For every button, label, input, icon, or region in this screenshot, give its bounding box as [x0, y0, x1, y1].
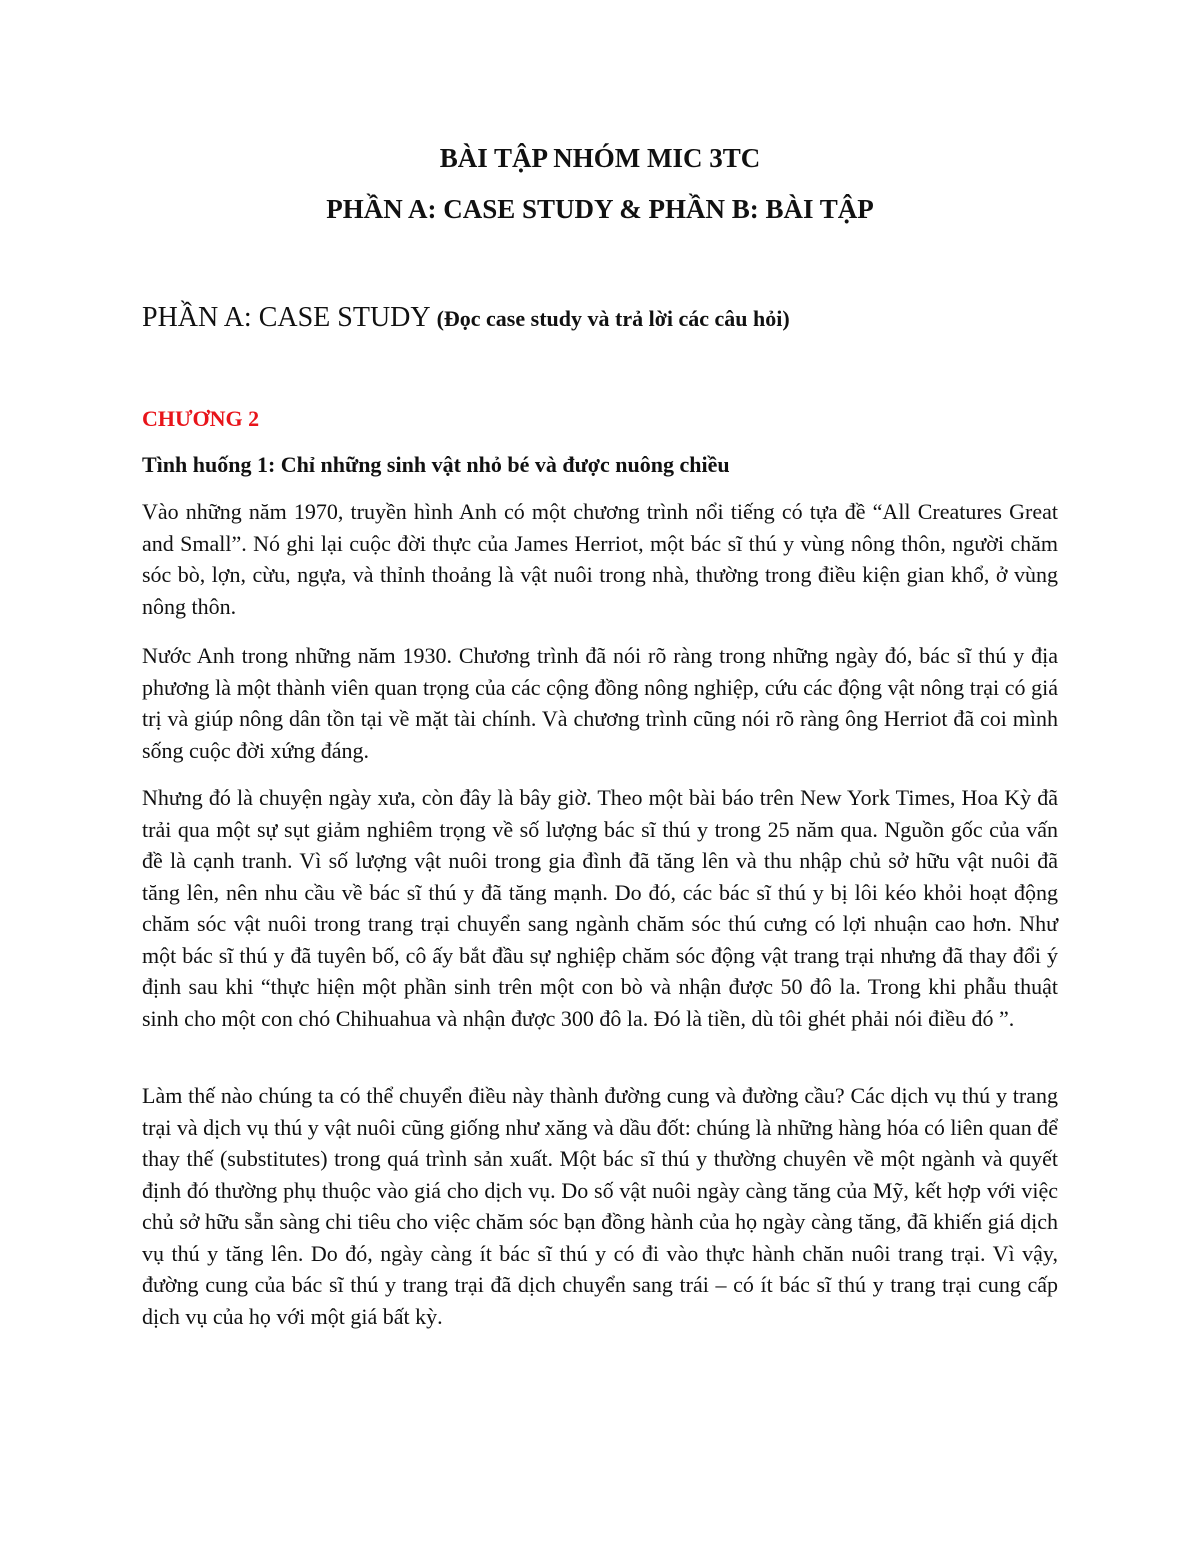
paragraph-1: Vào những năm 1970, truyền hình Anh có một chương trình nổi tiếng có tựa đề “All Creatures Great and Small”. Nó ghi lại cuộc đời thực của James Herriot, một bác sĩ thú y vùng nông thôn, người chăm sóc bò, lợn, cừu, ngựa, và thỉnh thoảng là vật nuôi trong nhà, thường trong điều kiện gian khổ, ở vùng nông thôn. [142, 499, 1058, 619]
section-instruction: (Đọc case study và trả lời các câu hỏi) [436, 306, 790, 331]
section-heading-text: PHẦN A: CASE STUDY [142, 302, 437, 333]
case-study-title: Tình huống 1: Chỉ những sinh vật nhỏ bé và được nuông chiều [142, 452, 730, 477]
chapter-heading: CHƯƠNG 2 [142, 406, 260, 431]
section-heading [142, 300, 790, 337]
document-title: BÀI TẬP NHÓM MIC 3TC [439, 143, 761, 173]
paragraph-3: Nhưng đó là chuyện ngày xưa, còn đây là bây giờ. Theo một bài báo trên New York Times, Hoa Kỳ đã trải qua một sự sụt giảm nghiêm trọng về số lượng bác sĩ thú y trong 25 năm qua. Nguồn gốc của vấn đề là cạnh tranh. Vì số lượng vật nuôi trong gia đình đã tăng lên và thu nhập chủ sở hữu vật nuôi đã tăng lên, nên nhu cầu về bác sĩ thú y đã tăng mạnh. Do đó, các bác sĩ thú y bị lôi kéo khỏi hoạt động chăm sóc vật nuôi trong trang trại chuyển sang ngành chăm sóc thú cưng có lợi nhuận cao hơn. Như một bác sĩ thú y đã tuyên bố, cô ấy bắt đầu sự nghiệp chăm sóc động vật trang trại nhưng đã thay đổi ý định sau khi “thực hiện một phần sinh trên một con bò và nhận được 50 đô la. Trong khi phẫu thuật sinh cho một con chó Chihuahua và nhận được 300 đô la. Đó là tiền, dù tôi ghét phải nói điều đó ”. [142, 785, 1058, 1031]
paragraph-2: Nước Anh trong những năm 1930. Chương trình đã nói rõ ràng trong những ngày đó, bác sĩ thú y địa phương là một thành viên quan trọng của các cộng đồng nông nghiệp, cứu các động vật nông trại có giá trị và giúp nông dân tồn tại về mặt tài chính. Và chương trình cũng nói rõ ràng ông Herriot đã coi mình sống cuộc đời xứng đáng. [142, 643, 1058, 763]
paragraph-4: Làm thế nào chúng ta có thể chuyển điều này thành đường cung và đường cầu? Các dịch vụ thú y trang trại và dịch vụ thú y vật nuôi cũng giống như xăng và dầu đốt: chúng là những hàng hóa có liên quan để thay thế (substitutes) trong quá trình sản xuất. Một bác sĩ thú y thường chuyên về một ngành và quyết định đó thường phụ thuộc vào giá cho dịch vụ. Do số vật nuôi ngày càng tăng của Mỹ, kết hợp với việc chủ sở hữu sẵn sàng chi tiêu cho việc chăm sóc bạn đồng hành của họ ngày càng tăng, đã khiến giá dịch vụ thú y tăng lên. Do đó, ngày càng ít bác sĩ thú y có đi vào thực hành chăn nuôi trang trại. Vì vậy, đường cung của bác sĩ thú y trang trại đã dịch chuyển sang trái – có ít bác sĩ thú y trang trại cung cấp dịch vụ của họ với một giá bất kỳ. [142, 1083, 1058, 1329]
document-subtitle: PHẦN A: CASE STUDY & PHẦN B: BÀI TẬP [326, 194, 874, 224]
